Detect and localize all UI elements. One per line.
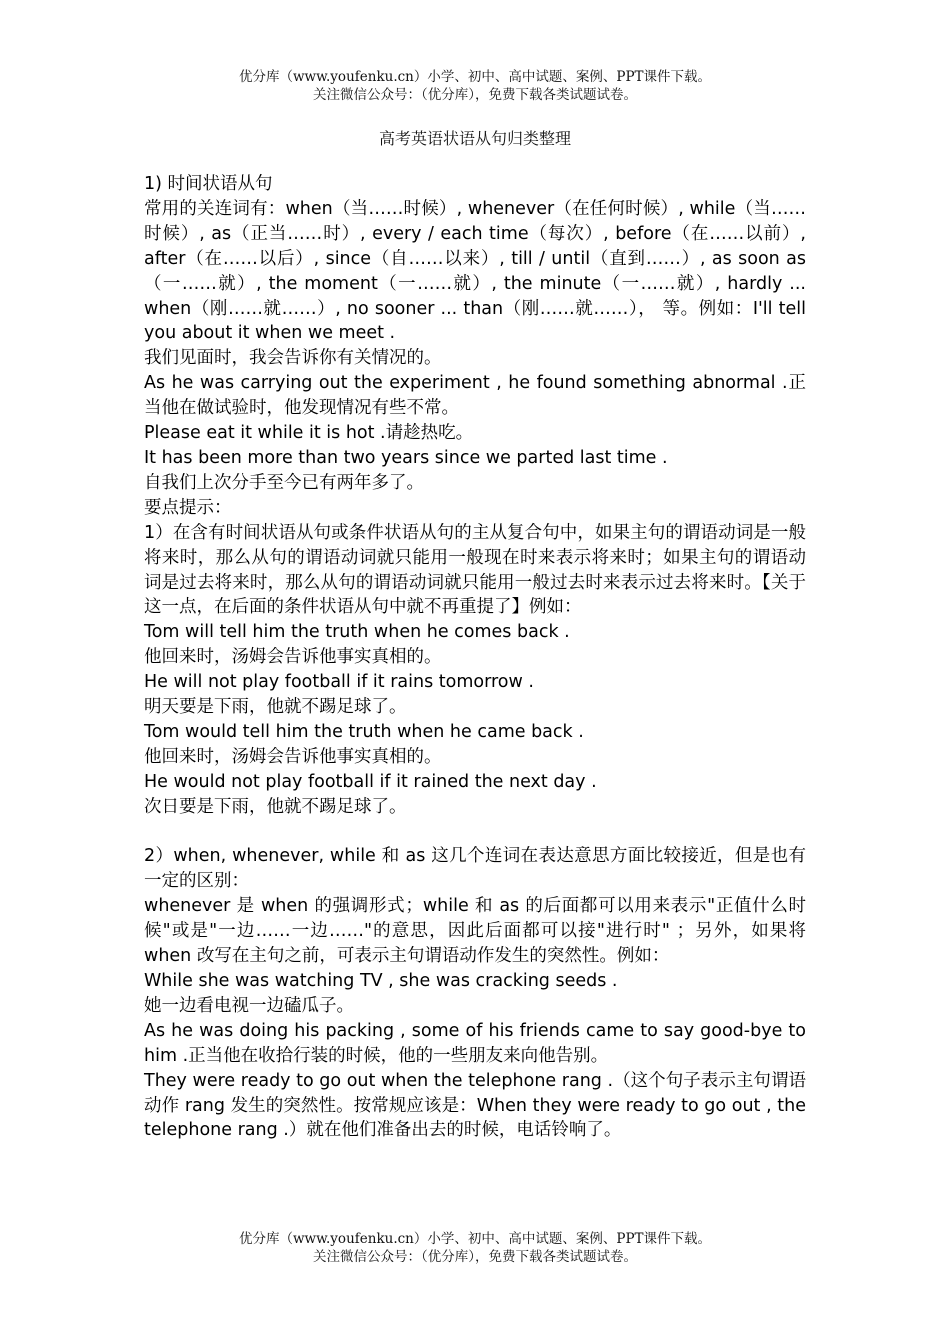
paragraph: 2）when, whenever, while 和 as 这几个连词在表达意思方面比较接近，但是也有一定的区别： xyxy=(144,846,806,892)
header-line-2: 关注微信公众号：（优分库），免费下载各类试题试卷。 xyxy=(313,87,637,103)
paragraph: They were ready to go out when the telephone rang .（这个句子表示主句谓语动作 rang 发生的突然性。按常规应该是：When they were ready to go out , the telephone rang .）就在他们准备出去的时候，电话铃响了。 xyxy=(144,1070,806,1141)
paragraph: It has been more than two years since we parted last time . xyxy=(144,447,668,468)
paragraph: He would not play football if it rained the next day . xyxy=(144,771,597,792)
header-line-1: 优分库（www.youfenku.cn）小学、初中、高中试题、案例、PPT课件下载。 xyxy=(238,69,712,85)
paragraph: 自我们上次分手至今已有两年多了。 xyxy=(144,472,424,493)
paragraph: 1）在含有时间状语从句或条件状语从句的主从复合句中，如果主句的谓语动词是一般将来时，那么从句的谓语动词就只能用一般现在时来表示将来时；如果主句的谓语动词是过去将来时，那么从句的谓语动词就只能用一般过去时来表示过去将来时。【关于这一点，在后面的条件状语从句中就不再重提了】例如： xyxy=(144,522,806,618)
paragraph: 次日要是下雨，他就不踢足球了。 xyxy=(144,796,407,817)
footer-line-2: 关注微信公众号：（优分库），免费下载各类试题试卷。 xyxy=(313,1249,637,1265)
document-title: 高考英语状语从句归类整理 xyxy=(378,129,571,148)
paragraph: 1) 时间状语从句 xyxy=(144,174,273,194)
paragraph: whenever 是 when 的强调形式；while 和 as 的后面都可以用来表示"正值什么时候"或是"一边……一边……"的意思，因此后面都可以接"进行时" ；另外，如果将 when 改写在主句之前，可表示主句谓语动作发生的突然性。例如： xyxy=(144,896,806,967)
blank-line xyxy=(144,820,806,845)
footer-line-1: 优分库（www.youfenku.cn）小学、初中、高中试题、案例、PPT课件下载。 xyxy=(238,1231,712,1247)
paragraph: While she was watching TV , she was cracking seeds . xyxy=(144,970,618,991)
paragraph: As he was doing his packing , some of his friends came to say good-bye to him .正当他在收拾行装的时候，他的一些朋友来向他告别。 xyxy=(144,1020,806,1066)
paragraph: 他回来时，汤姆会告诉他事实真相的。 xyxy=(144,746,442,767)
paragraph: 明天要是下雨，他就不踢足球了。 xyxy=(144,697,407,718)
page-header xyxy=(0,68,950,104)
paragraph: As he was carrying out the experiment , he found something abnormal .正当他在做试验时，他发现情况有些不常。 xyxy=(144,373,806,419)
page-footer xyxy=(0,1230,950,1266)
paragraph: 她一边看电视一边磕瓜子。 xyxy=(144,995,354,1016)
paragraph: Please eat it while it is hot .请趁热吃。 xyxy=(144,423,474,444)
document-body xyxy=(144,172,806,1143)
paragraph: Tom will tell him the truth when he comes back . xyxy=(144,622,570,643)
paragraph: 常用的关连词有：when（当……时候）, whenever（在任何时候）, while（当……时候）, as（正当……时）, every / each time（每次）, before（在……以前）, after（在……以后）, since（自……以来）, till / until（直到……）, as soon as（一……就）, the moment（一……就）, the minute（一……就）, hardly ... when（刚……就……）, no sooner ... than（刚……就……）， 等。例如：I'll tell you about it when we meet . xyxy=(144,198,806,344)
paragraph: He will not play football if it rains tomorrow . xyxy=(144,672,534,693)
paragraph: 我们见面时，我会告诉你有关情况的。 xyxy=(144,348,442,369)
paragraph: Tom would tell him the truth when he came back . xyxy=(144,721,584,742)
paragraph: 要点提示： xyxy=(144,497,232,518)
paragraph: 他回来时，汤姆会告诉他事实真相的。 xyxy=(144,647,442,668)
